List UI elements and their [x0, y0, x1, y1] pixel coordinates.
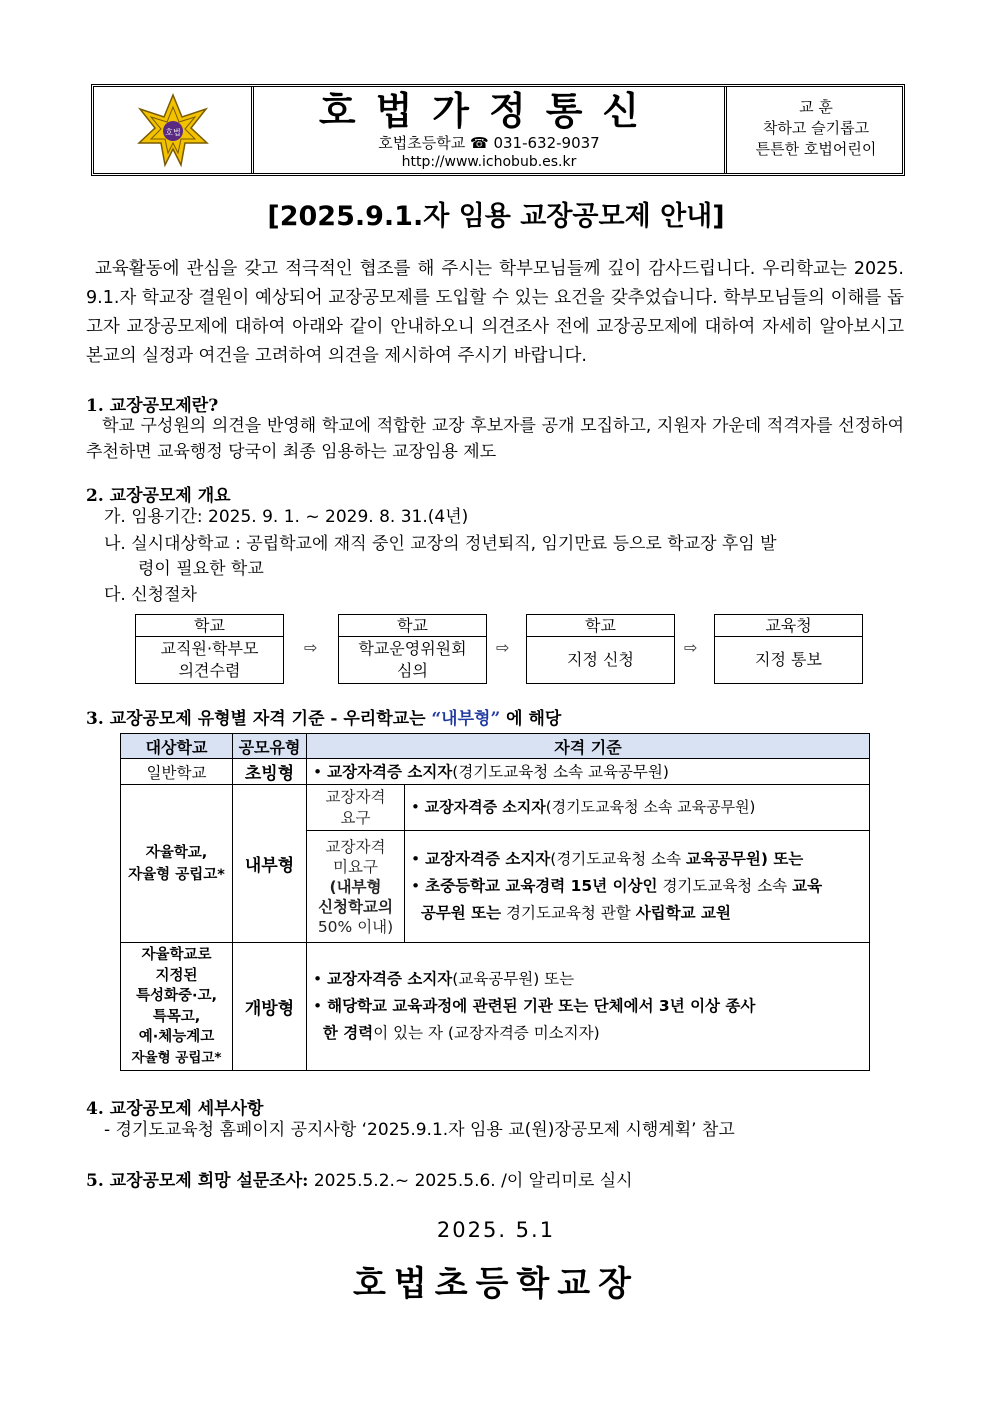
flow-step-1-line2: 의견수렴	[178, 661, 241, 680]
section2-item-b-line1: 나. 실시대상학교 : 공립학교에 재직 중인 교장의 정년퇴직, 임기만료 등으로 학교장 후임 발	[104, 534, 777, 554]
section2-item-b-line2: 령이 필요한 학교	[138, 559, 264, 579]
flow-step-4	[714, 614, 863, 684]
school-general: 일반학교	[121, 759, 233, 785]
header-title-cell	[254, 87, 727, 173]
flow-step-2	[338, 614, 487, 684]
type-invite: 초빙형	[233, 759, 307, 785]
school-url[interactable]: http://www.ichobub.es.kr	[401, 154, 577, 170]
table-row	[121, 785, 870, 831]
type-open: 개방형	[233, 943, 307, 1071]
flow-step-1-head: 학교	[136, 615, 283, 637]
newsletter-header	[91, 84, 905, 176]
table-row	[121, 759, 870, 785]
school-logo-cell	[94, 87, 254, 173]
flow-step-3-head: 학교	[527, 615, 674, 637]
document-title: [2025.9.1.자 임용 교장공모제 안내]	[267, 201, 725, 232]
sub-not-required: 교장자격 미요구 (내부형 신청학교의 50% 이내)	[307, 831, 405, 943]
flow-step-2-head: 학교	[339, 615, 486, 637]
motto-line2: 튼튼한 호법어린이	[755, 140, 877, 158]
section4-heading: 4. 교장공모제 세부사항	[86, 1099, 264, 1119]
sub-required: 교장자격 요구	[307, 785, 405, 831]
flow-step-3-line1: 지정 신청	[567, 650, 634, 669]
logo-text: 호법	[165, 128, 181, 137]
flow-step-4-line1: 지정 통보	[755, 650, 822, 669]
school-emblem-icon	[94, 87, 254, 173]
section3-heading-suffix: 에 해당	[500, 709, 562, 729]
school-motto	[730, 87, 902, 173]
intro-paragraph: 교육활동에 관심을 갖고 적극적인 협조를 해 주시는 학부모님들께 깊이 감사드립니다. 우리학교는 2025. 9.1.자 학교장 결원이 예상되어 교장공모제를 도입할 수 있는 요건을 갖추었습니다. 학부모님들의 이해를 돕고자 교장공모제에 대하여 아래와 같이 안내하오니 의견조사 전에 교장공모제에 대하여 자세히 알아보시고 본교의 실정과 여건을 고려하여 의견을 제시하여 주시기 바랍니다.	[86, 259, 904, 366]
section3-highlight: “내부형”	[431, 709, 501, 729]
section4-body: - 경기도교육청 홈페이지 공지사항 ‘2025.9.1.자 임용 교(원)장공모제 시행계획’ 참고	[104, 1120, 735, 1140]
newsletter-title: 호법가정통신	[318, 89, 660, 133]
flow-step-1-line1: 교직원·학부모	[160, 639, 259, 658]
section3-heading	[86, 704, 561, 729]
flow-step-2-line2: 심의	[397, 661, 428, 680]
signature: 호법초등학교장	[353, 1264, 639, 1304]
criteria-internal-not-required: • 교장자격증 소지자(경기도교육청 소속 교육공무원) 또는 • 초중등학교 교육경력 15년 이상인 경기도교육청 소속 교육 공무원 또는 경기도교육청 관할 사립학교 교원	[405, 831, 870, 943]
flow-step-2-line1: 학교운영위원회	[358, 639, 467, 658]
motto-label: 교 훈	[799, 98, 833, 116]
section2-item-a: 가. 임용기간: 2025. 9. 1. ~ 2029. 8. 31.(4년)	[104, 507, 469, 527]
section5: 5. 교장공모제 희망 설문조사: 2025.5.2.~ 2025.5.6. /이 알리미로 실시	[86, 1171, 633, 1191]
school-special: 자율학교로 지정된 특성화중·고, 특목고, 예·체능계고 자율형 공립고*	[121, 943, 233, 1071]
issue-date: 2025. 5.1	[436, 1218, 556, 1242]
criteria-invite: • 교장자격증 소지자(경기도교육청 소속 교육공무원)	[307, 759, 870, 785]
qualification-table	[120, 733, 870, 1071]
flow-arrow-3: ⇨	[684, 638, 698, 657]
school-autonomous: 자율학교, 자율형 공립고*	[121, 785, 233, 943]
th-type: 공모유형	[233, 734, 307, 759]
school-phone: 호법초등학교 ☎ 031-632-9037	[378, 134, 600, 152]
flow-arrow-1: ⇨	[304, 638, 318, 657]
section1-body: 학교 구성원의 의견을 반영해 학교에 적합한 교장 후보자를 공개 모집하고, 지원자 가운데 적격자를 선정하여 추천하면 교육행정 당국이 최종 임용하는 교장임용 제도	[86, 416, 904, 462]
section3-heading-text: 3. 교장공모제 유형별 자격 기준 - 우리학교는	[86, 709, 432, 729]
type-internal: 내부형	[233, 785, 307, 943]
flow-arrow-2: ⇨	[496, 638, 510, 657]
criteria-internal-required: • 교장자격증 소지자(경기도교육청 소속 교육공무원)	[405, 785, 870, 831]
motto-line1: 착하고 슬기롭고	[762, 119, 870, 137]
th-school: 대상학교	[121, 734, 233, 759]
th-criteria: 자격 기준	[307, 734, 870, 759]
table-row	[121, 943, 870, 1071]
criteria-open: • 교장자격증 소지자(교육공무원) 또는 • 해당학교 교육과정에 관련된 기관 또는 단체에서 3년 이상 종사 한 경력이 있는 자 (교장자격증 미소지자)	[307, 943, 870, 1071]
flow-step-4-head: 교육청	[715, 615, 862, 637]
flow-step-1	[135, 614, 284, 684]
section2-item-c: 다. 신청절차	[104, 585, 197, 605]
section2-heading: 2. 교장공모제 개요	[86, 486, 231, 506]
flow-step-3	[526, 614, 675, 684]
section1-heading: 1. 교장공모제란?	[86, 396, 219, 416]
